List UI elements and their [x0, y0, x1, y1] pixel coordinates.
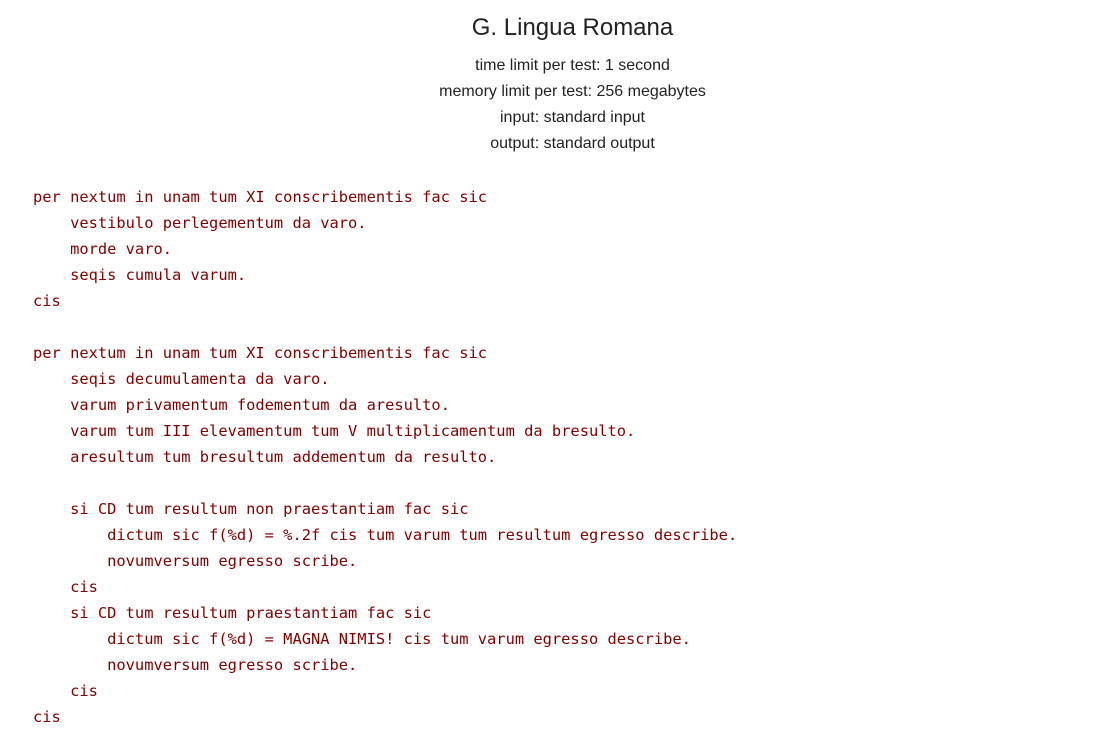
code-line: cis — [33, 682, 98, 700]
code-line: aresultum tum bresultum addementum da resulto. — [33, 448, 497, 466]
code-line — [33, 470, 737, 496]
code-line: dictum sic f(%d) = %.2f cis tum varum tum resultum egresso describe. — [33, 526, 738, 544]
code-line: varum tum III elevamentum tum V multiplicamentum da bresulto. — [33, 422, 636, 440]
time-limit: time limit per test: 1 second — [475, 57, 670, 74]
output-spec: output: standard output — [490, 135, 655, 152]
code-line: dictum sic f(%d) = MAGNA NIMIS! cis tum varum egresso describe. — [33, 630, 691, 648]
code-line: novumversum egresso scribe. — [33, 552, 358, 570]
problem-header — [0, 0, 1118, 157]
code-line: cis — [33, 292, 61, 310]
code-line: vestibulo perlegementum da varo. — [33, 214, 367, 232]
code-line: seqis decumulamenta da varo. — [33, 370, 330, 388]
problem-title: G. Lingua Romana — [471, 14, 674, 41]
code-line: novumversum egresso scribe. — [33, 656, 358, 674]
code-line: cis — [33, 708, 61, 726]
code-line: morde varo. — [33, 240, 172, 258]
memory-limit: memory limit per test: 256 megabytes — [439, 83, 706, 100]
code-line: varum privamentum fodementum da aresulto. — [33, 396, 450, 414]
code-line: si CD tum resultum praestantiam fac sic — [33, 604, 432, 622]
code-line: per nextum in unam tum XI conscribementis fac sic — [33, 188, 488, 206]
code-line: per nextum in unam tum XI conscribementis fac sic — [33, 344, 488, 362]
code-line — [33, 314, 737, 340]
code-line: cis — [33, 578, 98, 596]
input-spec: input: standard input — [500, 109, 645, 126]
problem-limits — [0, 53, 1118, 157]
code-line: seqis cumula varum. — [33, 266, 247, 284]
code-block — [33, 184, 737, 730]
code-line: si CD tum resultum non praestantiam fac sic — [33, 500, 469, 518]
